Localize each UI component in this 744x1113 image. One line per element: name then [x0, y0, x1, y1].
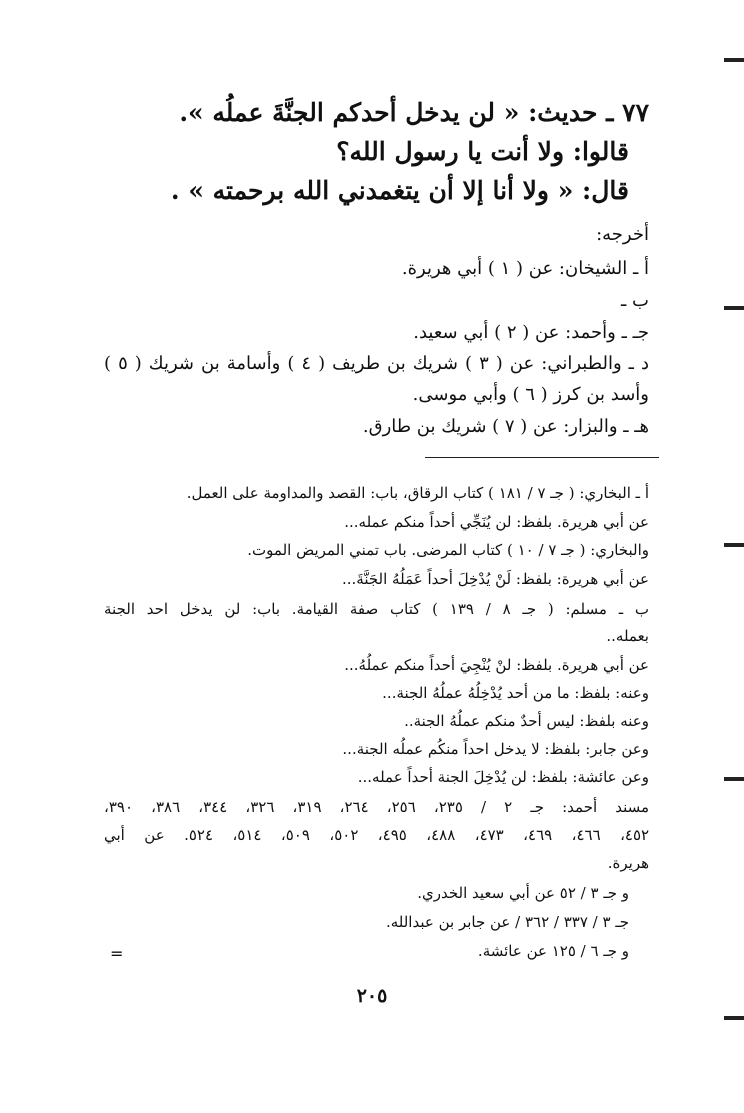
footnote-line: هريرة. — [607, 854, 649, 872]
takhrij-item: هـ ـ والبزار: عن ( ٧ ) شريك بن طارق. — [362, 416, 649, 437]
footnote-line: وعن جابر: بلفظ: لا يدخل احداً منكُم عملُه الجنة... — [342, 740, 649, 758]
footnote-line: عن أبي هريرة: بلفظ: لَنْ يُدْخِلَ أحداً عَمَلُهُ الجَنَّةَ... — [341, 570, 649, 588]
takhrij-item: أ ـ الشيخان: عن ( ١ ) أبي هريرة. — [401, 258, 649, 279]
scan-edge-mark — [724, 543, 744, 547]
scan-edge-mark — [724, 58, 744, 62]
footnote-line: بعمله.. — [606, 627, 649, 645]
hadith-line-3: قال: « ولا أنا إلا أن يتغمدني الله برحمته » . — [170, 176, 629, 205]
footnote-line: و جـ ٦ / ١٢٥ عن عائشة. — [477, 942, 629, 960]
footnote-line: وعن عائشة: بلفظ: لن يُدْخِلَ الجنة أحداً عمله... — [357, 768, 649, 786]
footnote-line: عن أبي هريرة. بلفظ: لن يُنَجِّي أحداً منكم عمله... — [344, 513, 649, 531]
footnote-line: وعنه: بلفظ: ما من أحد يُدْخِلُهُ عملُهُ الجنة... — [382, 684, 649, 702]
hadith-line-1: ٧٧ ـ حديث: « لن يدخل أحدكم الجنَّةَ عملُه ». — [179, 98, 649, 127]
takhrij-heading: أخرجه: — [596, 224, 649, 245]
scan-edge-mark — [724, 306, 744, 310]
footnote-line: وعنه بلفظ: ليس أحدٌ منكم عملُهُ الجنة.. — [404, 712, 649, 730]
footnote-line: أ ـ البخاري: ( جـ ٧ / ١٨١ ) كتاب الرقاق، باب: القصد والمداومة على العمل. — [186, 484, 649, 502]
scan-edge-mark — [724, 1016, 744, 1020]
footnote-line: ب ـ مسلم: ( جـ ٨ / ١٣٩ ) كتاب صفة القيامة. باب: لن يدخل احد الجنة — [104, 600, 650, 618]
footnote-line: جـ ٣ / ٣٣٧ / ٣٦٢ / عن جابر بن عبدالله. — [385, 913, 629, 931]
continuation-mark: = — [110, 944, 124, 963]
footnote-divider — [425, 457, 659, 458]
hadith-line-2: قالوا: ولا أنت يا رسول الله؟ — [336, 137, 629, 166]
footnote-line: عن أبي هريرة. بلفظ: لنْ يُنْجِيَ أحداً منكم عملُهُ... — [344, 656, 649, 674]
takhrij-item: وأسد بن كرز ( ٦ ) وأبي موسى. — [412, 384, 649, 405]
takhrij-item: جـ ـ وأحمد: عن ( ٢ ) أبي سعيد. — [413, 322, 649, 343]
footnote-line: والبخاري: ( جـ ٧ / ١٠ ) كتاب المرضى. باب تمني المريض الموت. — [247, 541, 649, 559]
footnote-line: ٤٥٢، ٤٦٦، ٤٦٩، ٤٧٣، ٤٨٨، ٤٩٥، ٥٠٢، ٥٠٩، ٥١٤، ٥٢٤. عن أبي — [104, 826, 650, 844]
scan-edge-mark — [724, 777, 744, 781]
footnote-line: و جـ ٣ / ٥٢ عن أبي سعيد الخدري. — [417, 884, 629, 902]
takhrij-item: ب ـ — [621, 290, 649, 311]
page-number: ٢٠٥ — [356, 985, 388, 1007]
footnote-line: مسند أحمد: جـ ٢ / ٢٣٥، ٢٥٦، ٢٦٤، ٣١٩، ٣٢٦، ٣٤٤، ٣٨٦، ٣٩٠، — [104, 798, 650, 816]
takhrij-item: د ـ والطبراني: عن ( ٣ ) شريك بن طريف ( ٤ ) وأسامة بن شريك ( ٥ ) — [104, 353, 649, 374]
